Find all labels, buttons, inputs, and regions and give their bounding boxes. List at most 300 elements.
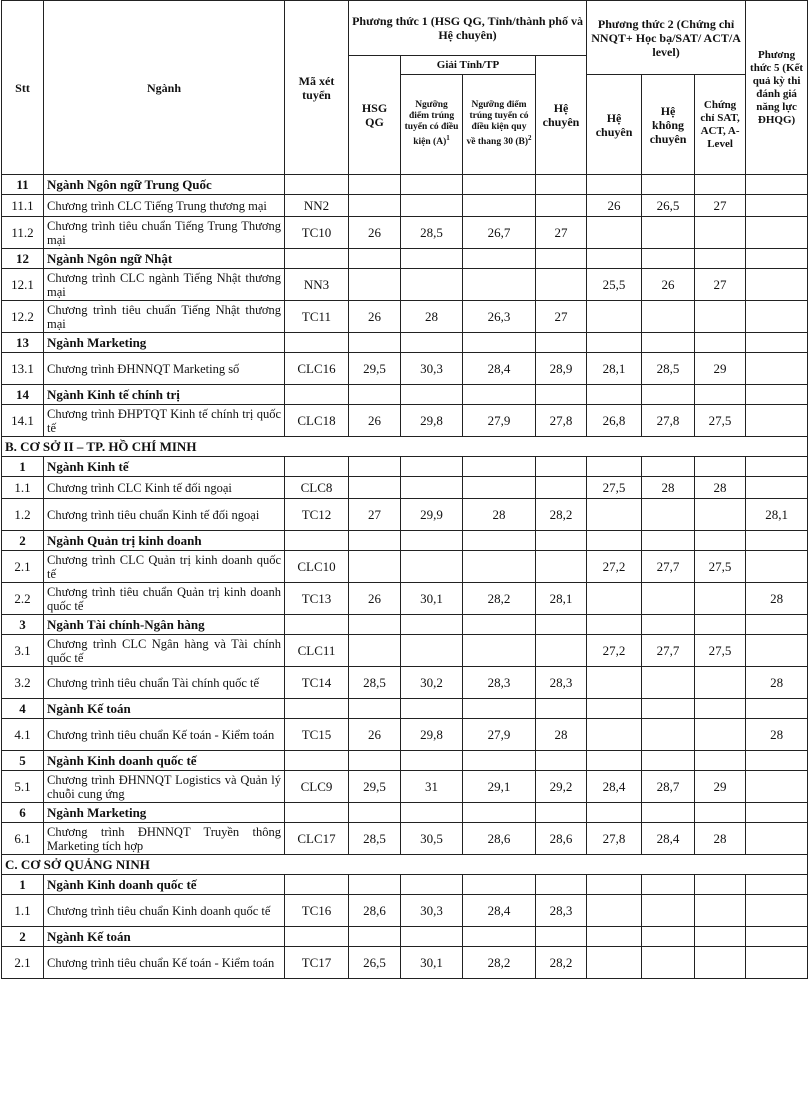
program-name: Chương trình CLC Quản trị kinh doanh quốc tế	[44, 551, 285, 583]
empty-cell	[695, 875, 746, 895]
group-name: Ngành Quản trị kinh doanh	[44, 531, 285, 551]
group-name: Ngành Marketing	[44, 333, 285, 353]
empty-cell	[587, 751, 642, 771]
row-stt: 12.2	[2, 301, 44, 333]
header-pt2-he-chuyen: Hệ chuyên	[587, 75, 642, 175]
score-pt2-he-chuyen: 27,8	[587, 823, 642, 855]
table-body	[2, 175, 808, 979]
empty-cell	[642, 333, 695, 353]
score-nguong-b: 28,6	[463, 823, 536, 855]
score-he-chuyen	[536, 635, 587, 667]
score-he-chuyen: 27	[536, 217, 587, 249]
group-name: Ngành Kinh doanh quốc tế	[44, 875, 285, 895]
group-row	[2, 875, 808, 895]
empty-cell	[746, 175, 808, 195]
score-pt2-he-chuyen: 28,1	[587, 353, 642, 385]
empty-cell	[401, 615, 463, 635]
empty-cell	[401, 875, 463, 895]
group-stt: 2	[2, 927, 44, 947]
score-pt2-he-chuyen	[587, 217, 642, 249]
program-name: Chương trình ĐHPTQT Kinh tế chính trị quốc tế	[44, 405, 285, 437]
program-name: Chương trình CLC Tiếng Trung thương mại	[44, 195, 285, 217]
group-row	[2, 333, 808, 353]
score-pt2-khong-chuyen: 26	[642, 269, 695, 301]
empty-cell	[587, 927, 642, 947]
score-nguong-b	[463, 477, 536, 499]
program-name: Chương trình ĐHNNQT Marketing số	[44, 353, 285, 385]
empty-cell	[285, 333, 349, 353]
table-row	[2, 583, 808, 615]
program-name: Chương trình ĐHNNQT Truyền thông Marketing tích hợp	[44, 823, 285, 855]
admission-code: CLC17	[285, 823, 349, 855]
score-hsg-qg: 28,6	[349, 895, 401, 927]
empty-cell	[401, 751, 463, 771]
row-stt: 6.1	[2, 823, 44, 855]
empty-cell	[642, 385, 695, 405]
group-stt: 13	[2, 333, 44, 353]
score-pt2-khong-chuyen	[642, 667, 695, 699]
score-nguong-b	[463, 269, 536, 301]
header-phuong-thuc-2: Phương thức 2 (Chứng chỉ NNQT+ Học bạ/SAT/ ACT/A level)	[587, 1, 746, 75]
empty-cell	[587, 249, 642, 269]
table-row	[2, 477, 808, 499]
row-stt: 1.2	[2, 499, 44, 531]
score-pt5	[746, 551, 808, 583]
empty-cell	[401, 457, 463, 477]
empty-cell	[285, 531, 349, 551]
empty-cell	[587, 803, 642, 823]
empty-cell	[642, 457, 695, 477]
row-stt: 2.2	[2, 583, 44, 615]
score-pt5	[746, 895, 808, 927]
row-stt: 1.1	[2, 895, 44, 927]
score-hsg-qg: 27	[349, 499, 401, 531]
program-name: Chương trình ĐHNNQT Logistics và Quản lý chuỗi cung ứng	[44, 771, 285, 803]
empty-cell	[536, 699, 587, 719]
table-row	[2, 499, 808, 531]
row-stt: 11.1	[2, 195, 44, 217]
header-pt2-he-khong-chuyen: Hệ không chuyên	[642, 75, 695, 175]
score-pt5: 28	[746, 667, 808, 699]
empty-cell	[746, 615, 808, 635]
score-chung-chi	[695, 947, 746, 979]
group-name: Ngành Kế toán	[44, 699, 285, 719]
group-stt: 14	[2, 385, 44, 405]
group-row	[2, 751, 808, 771]
empty-cell	[695, 175, 746, 195]
admission-code: CLC10	[285, 551, 349, 583]
score-pt2-he-chuyen: 28,4	[587, 771, 642, 803]
empty-cell	[695, 927, 746, 947]
score-hsg-qg: 28,5	[349, 823, 401, 855]
table-row	[2, 195, 808, 217]
empty-cell	[536, 385, 587, 405]
score-pt2-khong-chuyen: 27,7	[642, 551, 695, 583]
empty-cell	[695, 615, 746, 635]
score-chung-chi: 29	[695, 353, 746, 385]
score-chung-chi: 29	[695, 771, 746, 803]
empty-cell	[285, 615, 349, 635]
score-pt2-he-chuyen: 25,5	[587, 269, 642, 301]
empty-cell	[536, 927, 587, 947]
empty-cell	[463, 803, 536, 823]
score-pt5: 28,1	[746, 499, 808, 531]
empty-cell	[536, 875, 587, 895]
score-hsg-qg	[349, 477, 401, 499]
score-nguong-a	[401, 477, 463, 499]
program-name: Chương trình tiêu chuẩn Quản trị kinh doanh quốc tế	[44, 583, 285, 615]
score-chung-chi	[695, 895, 746, 927]
group-row	[2, 249, 808, 269]
empty-cell	[587, 457, 642, 477]
score-he-chuyen: 28,6	[536, 823, 587, 855]
score-pt5	[746, 195, 808, 217]
group-stt: 1	[2, 457, 44, 477]
empty-cell	[746, 457, 808, 477]
score-chung-chi: 27,5	[695, 551, 746, 583]
empty-cell	[349, 457, 401, 477]
group-name: Ngành Tài chính-Ngân hàng	[44, 615, 285, 635]
admission-code: TC16	[285, 895, 349, 927]
empty-cell	[349, 751, 401, 771]
header-giai-tinh: Giải Tỉnh/TP	[401, 56, 536, 75]
empty-cell	[536, 615, 587, 635]
empty-cell	[401, 803, 463, 823]
score-nguong-b	[463, 551, 536, 583]
empty-cell	[349, 875, 401, 895]
group-stt: 2	[2, 531, 44, 551]
row-stt: 13.1	[2, 353, 44, 385]
header-phuong-thuc-5: Phương thức 5 (Kết quả kỳ thi đánh giá năng lực ĐHQG)	[746, 1, 808, 175]
score-nguong-a: 30,5	[401, 823, 463, 855]
group-row	[2, 175, 808, 195]
header-chung-chi: Chứng chỉ SAT, ACT, A-Level	[695, 75, 746, 175]
empty-cell	[285, 385, 349, 405]
score-nguong-b: 28	[463, 499, 536, 531]
score-he-chuyen	[536, 195, 587, 217]
admission-code: CLC16	[285, 353, 349, 385]
score-nguong-b: 28,4	[463, 895, 536, 927]
group-row	[2, 457, 808, 477]
empty-cell	[642, 875, 695, 895]
table-row	[2, 895, 808, 927]
score-nguong-b: 28,2	[463, 947, 536, 979]
admission-code: CLC11	[285, 635, 349, 667]
empty-cell	[695, 333, 746, 353]
header-nganh: Ngành	[44, 1, 285, 175]
header-nguong-a	[401, 75, 463, 175]
empty-cell	[746, 699, 808, 719]
score-nguong-a: 31	[401, 771, 463, 803]
score-nguong-a: 29,8	[401, 405, 463, 437]
empty-cell	[349, 927, 401, 947]
score-pt2-he-chuyen	[587, 719, 642, 751]
score-nguong-a: 28	[401, 301, 463, 333]
score-pt5	[746, 823, 808, 855]
score-pt5	[746, 269, 808, 301]
score-pt5	[746, 217, 808, 249]
group-stt: 4	[2, 699, 44, 719]
empty-cell	[587, 875, 642, 895]
empty-cell	[642, 175, 695, 195]
score-chung-chi	[695, 499, 746, 531]
header-stt: Stt	[2, 1, 44, 175]
score-pt2-khong-chuyen	[642, 719, 695, 751]
empty-cell	[642, 699, 695, 719]
empty-cell	[285, 249, 349, 269]
score-chung-chi: 27	[695, 269, 746, 301]
empty-cell	[285, 751, 349, 771]
empty-cell	[463, 385, 536, 405]
empty-cell	[695, 531, 746, 551]
empty-cell	[285, 175, 349, 195]
empty-cell	[463, 615, 536, 635]
empty-cell	[401, 249, 463, 269]
score-chung-chi	[695, 719, 746, 751]
group-stt: 1	[2, 875, 44, 895]
group-name: Ngành Ngôn ngữ Nhật	[44, 249, 285, 269]
score-pt2-khong-chuyen: 28,4	[642, 823, 695, 855]
group-row	[2, 803, 808, 823]
header-nguong-b	[463, 75, 536, 175]
empty-cell	[695, 751, 746, 771]
score-pt2-khong-chuyen	[642, 583, 695, 615]
row-stt: 1.1	[2, 477, 44, 499]
score-he-chuyen: 27,8	[536, 405, 587, 437]
empty-cell	[536, 751, 587, 771]
empty-cell	[349, 249, 401, 269]
score-nguong-b	[463, 635, 536, 667]
row-stt: 3.1	[2, 635, 44, 667]
score-he-chuyen: 28	[536, 719, 587, 751]
empty-cell	[463, 699, 536, 719]
table-row	[2, 719, 808, 751]
program-name: Chương trình tiêu chuẩn Tiếng Nhật thương mại	[44, 301, 285, 333]
empty-cell	[401, 699, 463, 719]
score-hsg-qg: 26	[349, 583, 401, 615]
score-nguong-a: 28,5	[401, 217, 463, 249]
row-stt: 14.1	[2, 405, 44, 437]
score-hsg-qg	[349, 195, 401, 217]
empty-cell	[463, 927, 536, 947]
program-name: Chương trình tiêu chuẩn Tiếng Trung Thương mại	[44, 217, 285, 249]
empty-cell	[285, 457, 349, 477]
score-hsg-qg: 29,5	[349, 771, 401, 803]
score-nguong-b: 27,9	[463, 405, 536, 437]
score-pt2-he-chuyen	[587, 583, 642, 615]
score-he-chuyen: 28,2	[536, 947, 587, 979]
score-nguong-b: 26,3	[463, 301, 536, 333]
group-row	[2, 927, 808, 947]
table-row	[2, 301, 808, 333]
empty-cell	[695, 249, 746, 269]
score-he-chuyen	[536, 269, 587, 301]
score-nguong-a: 30,1	[401, 583, 463, 615]
score-pt5	[746, 353, 808, 385]
score-pt2-he-chuyen	[587, 947, 642, 979]
empty-cell	[536, 457, 587, 477]
admission-code: TC13	[285, 583, 349, 615]
score-pt5: 28	[746, 583, 808, 615]
score-he-chuyen: 28,3	[536, 667, 587, 699]
score-pt2-khong-chuyen	[642, 499, 695, 531]
empty-cell	[349, 803, 401, 823]
score-pt2-he-chuyen: 27,2	[587, 551, 642, 583]
empty-cell	[587, 699, 642, 719]
table-row	[2, 635, 808, 667]
score-he-chuyen: 28,2	[536, 499, 587, 531]
program-name: Chương trình tiêu chuẩn Tài chính quốc tế	[44, 667, 285, 699]
table-row	[2, 667, 808, 699]
group-stt: 5	[2, 751, 44, 771]
empty-cell	[463, 333, 536, 353]
score-chung-chi: 28	[695, 823, 746, 855]
empty-cell	[349, 615, 401, 635]
empty-cell	[285, 875, 349, 895]
empty-cell	[463, 457, 536, 477]
empty-cell	[695, 699, 746, 719]
empty-cell	[746, 927, 808, 947]
empty-cell	[746, 249, 808, 269]
score-chung-chi: 28	[695, 477, 746, 499]
table-row	[2, 771, 808, 803]
group-name: Ngành Ngôn ngữ Trung Quốc	[44, 175, 285, 195]
empty-cell	[463, 249, 536, 269]
empty-cell	[536, 803, 587, 823]
empty-cell	[285, 927, 349, 947]
section-title: C. CƠ SỞ QUẢNG NINH	[2, 855, 808, 875]
empty-cell	[401, 385, 463, 405]
score-nguong-b: 28,4	[463, 353, 536, 385]
admission-code: TC14	[285, 667, 349, 699]
empty-cell	[536, 531, 587, 551]
admission-code: TC12	[285, 499, 349, 531]
admission-code: CLC9	[285, 771, 349, 803]
empty-cell	[349, 333, 401, 353]
score-hsg-qg: 26	[349, 217, 401, 249]
empty-cell	[463, 875, 536, 895]
score-pt5	[746, 301, 808, 333]
group-name: Ngành Marketing	[44, 803, 285, 823]
score-nguong-a: 29,9	[401, 499, 463, 531]
group-name: Ngành Kinh doanh quốc tế	[44, 751, 285, 771]
score-pt5	[746, 405, 808, 437]
score-nguong-b: 28,2	[463, 583, 536, 615]
empty-cell	[746, 531, 808, 551]
score-chung-chi	[695, 583, 746, 615]
score-he-chuyen: 28,3	[536, 895, 587, 927]
score-he-chuyen: 27	[536, 301, 587, 333]
score-pt2-he-chuyen	[587, 301, 642, 333]
empty-cell	[349, 699, 401, 719]
empty-cell	[401, 333, 463, 353]
score-nguong-a: 30,3	[401, 895, 463, 927]
empty-cell	[746, 385, 808, 405]
score-pt2-khong-chuyen: 28,5	[642, 353, 695, 385]
group-row	[2, 385, 808, 405]
row-stt: 2.1	[2, 551, 44, 583]
empty-cell	[349, 531, 401, 551]
table-header	[2, 1, 808, 175]
section-row	[2, 437, 808, 457]
score-pt5	[746, 477, 808, 499]
score-hsg-qg	[349, 269, 401, 301]
empty-cell	[746, 803, 808, 823]
empty-cell	[401, 175, 463, 195]
table-row	[2, 947, 808, 979]
empty-cell	[536, 249, 587, 269]
score-pt2-khong-chuyen	[642, 301, 695, 333]
empty-cell	[587, 175, 642, 195]
score-nguong-a: 30,1	[401, 947, 463, 979]
header-nguong-b-text: Ngưỡng điểm trúng tuyển có điều kiện quy về thang 30 (B)	[466, 100, 529, 148]
admission-code: TC15	[285, 719, 349, 751]
program-name: Chương trình tiêu chuẩn Kinh tế đối ngoại	[44, 499, 285, 531]
header-phuong-thuc-1: Phương thức 1 (HSG QG, Tỉnh/thành phố và Hệ chuyên)	[349, 1, 587, 56]
score-nguong-a	[401, 551, 463, 583]
score-hsg-qg	[349, 635, 401, 667]
score-nguong-b: 27,9	[463, 719, 536, 751]
admission-code: NN2	[285, 195, 349, 217]
empty-cell	[536, 175, 587, 195]
group-row	[2, 615, 808, 635]
row-stt: 12.1	[2, 269, 44, 301]
header-nguong-a-text: Ngưỡng điểm trúng tuyển có điều kiện (A)	[404, 100, 459, 148]
empty-cell	[285, 803, 349, 823]
header-he-chuyen: Hệ chuyên	[536, 56, 587, 175]
score-he-chuyen	[536, 477, 587, 499]
group-stt: 3	[2, 615, 44, 635]
score-pt5	[746, 771, 808, 803]
score-pt2-khong-chuyen: 27,8	[642, 405, 695, 437]
admission-code: CLC18	[285, 405, 349, 437]
score-nguong-b	[463, 195, 536, 217]
admission-code: TC11	[285, 301, 349, 333]
score-he-chuyen: 28,1	[536, 583, 587, 615]
row-stt: 2.1	[2, 947, 44, 979]
program-name: Chương trình CLC ngành Tiếng Nhật thương mại	[44, 269, 285, 301]
empty-cell	[695, 803, 746, 823]
score-chung-chi: 27,5	[695, 635, 746, 667]
score-pt2-khong-chuyen: 28,7	[642, 771, 695, 803]
empty-cell	[536, 333, 587, 353]
empty-cell	[587, 615, 642, 635]
empty-cell	[746, 333, 808, 353]
score-pt5	[746, 635, 808, 667]
section-row	[2, 855, 808, 875]
program-name: Chương trình tiêu chuẩn Kinh doanh quốc tế	[44, 895, 285, 927]
empty-cell	[349, 175, 401, 195]
empty-cell	[349, 385, 401, 405]
admission-code: CLC8	[285, 477, 349, 499]
score-nguong-a	[401, 635, 463, 667]
admission-code: TC10	[285, 217, 349, 249]
program-name: Chương trình CLC Ngân hàng và Tài chính quốc tế	[44, 635, 285, 667]
program-name: Chương trình CLC Kinh tế đối ngoại	[44, 477, 285, 499]
empty-cell	[642, 751, 695, 771]
score-chung-chi	[695, 217, 746, 249]
score-chung-chi	[695, 667, 746, 699]
empty-cell	[463, 751, 536, 771]
score-chung-chi	[695, 301, 746, 333]
empty-cell	[695, 457, 746, 477]
table-row	[2, 405, 808, 437]
empty-cell	[642, 927, 695, 947]
empty-cell	[587, 531, 642, 551]
empty-cell	[642, 531, 695, 551]
score-pt2-khong-chuyen	[642, 947, 695, 979]
admission-code: NN3	[285, 269, 349, 301]
